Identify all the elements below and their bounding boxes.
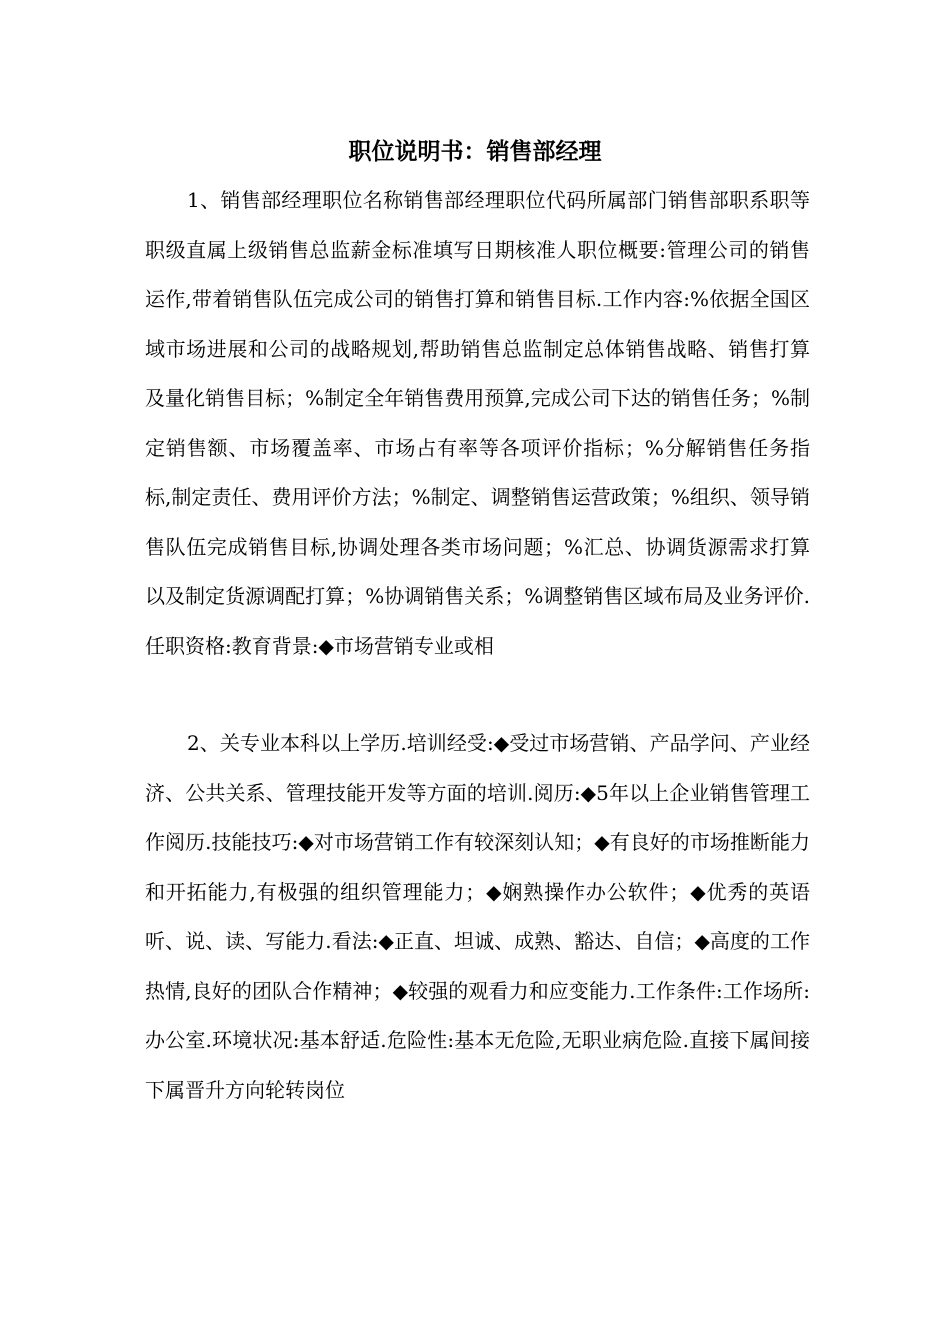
document-title: 职位说明书：销售部经理 <box>348 138 602 165</box>
body-paragraph-2: 2、关专业本科以上学历.培训经受:◆受过市场营销、产品学问、产业经济、公共关系、管理技能开发等方面的培训.阅历:◆5年以上企业销售管理工作阅历.技能技巧:◆对市场营销工作有较深刻认知；◆有良好的市场推断能力和开拓能力,有极强的组织管理能力；◆娴熟操作办公软件；◆优秀的英语听、说、读、写能力.看法:◆正直、坦诚、成熟、豁达、自信；◆高度的工作热情,良好的团队合作精神；◆较强的观看力和应变能力.工作条件:工作场所:办公室.环境状况:基本舒适.危险性:基本无危险,无职业病危险.直接下属间接下属晋升方向轮转岗位 <box>145 731 810 1102</box>
body-paragraph-1: 1、销售部经理职位名称销售部经理职位代码所属部门销售部职系职等职级直属上级销售总监薪金标准填写日期核准人职位概要:管理公司的销售运作,带着销售队伍完成公司的销售打算和销售目标.工作内容:%依据全国区域市场进展和公司的战略规划,帮助销售总监制定总体销售战略、销售打算及量化销售目标；%制定全年销售费用预算,完成公司下达的销售任务；%制定销售额、市场覆盖率、市场占有率等各项评价指标；%分解销售任务指标,制定责任、费用评价方法；%制定、调整销售运营政策；%组织、领导销售队伍完成销售目标,协调处理各类市场问题；%汇总、协调货源需求打算以及制定货源调配打算；%协调销售关系；%调整销售区域布局及业务评价.任职资格:教育背景:◆市场营销专业或相 <box>145 188 810 658</box>
